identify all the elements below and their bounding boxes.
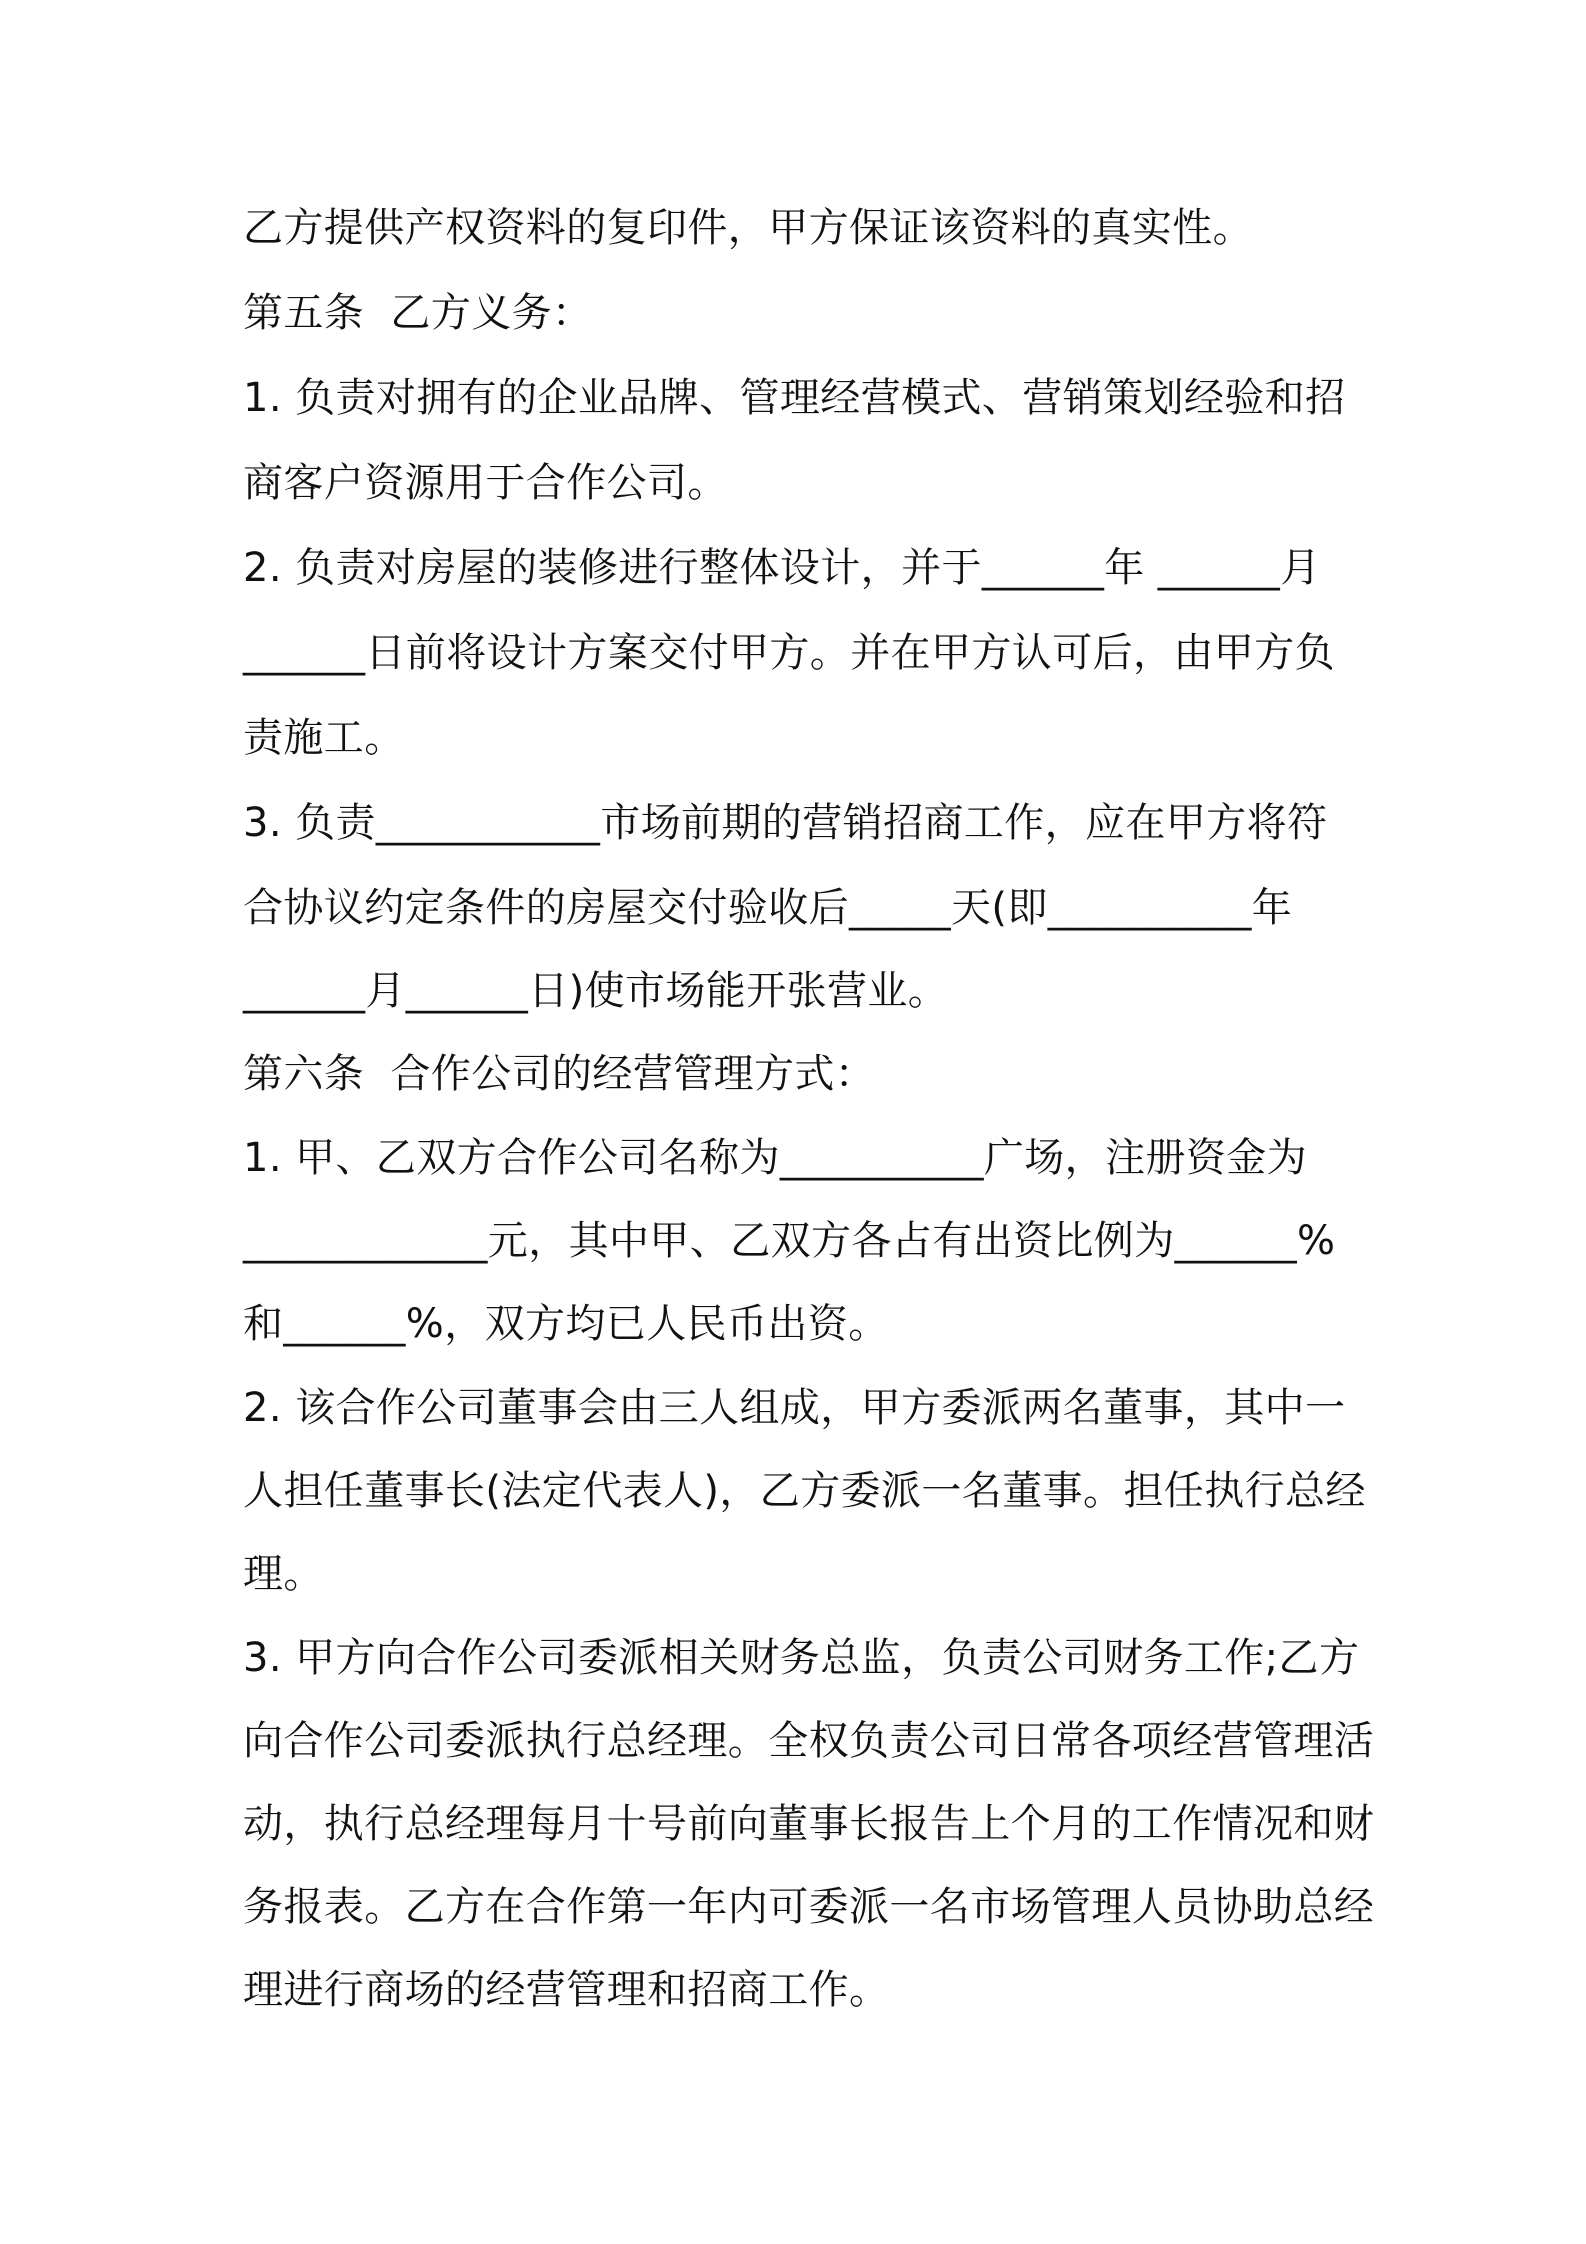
section-heading-article-6: 第六条 合作公司的经营管理方式： [243,1051,876,1097]
text-line: 合协议约定条件的房屋交付验收后_____天(即__________年 [243,885,1293,931]
text-line: 动，执行总经理每月十号前向董事长报告上个月的工作情况和财 [243,1801,1375,1847]
text-line: 3. 甲方向合作公司委派相关财务总监，负责公司财务工作;乙方 [243,1635,1360,1681]
text-line: 务报表。乙方在合作第一年内可委派一名市场管理人员协助总经 [243,1884,1375,1930]
text-line: 2. 负责对房屋的装修进行整体设计，并于______年 ______月 [243,545,1321,591]
text-line: 理。 [243,1551,324,1597]
text-line: 和______%，双方均已人民币出资。 [243,1301,889,1347]
text-line: 向合作公司委派执行总经理。全权负责公司日常各项经营管理活 [243,1718,1375,1764]
text-line: 1. 负责对拥有的企业品牌、管理经营模式、营销策划经验和招 [243,375,1346,421]
text-line: 商客户资源用于合作公司。 [243,460,728,506]
text-line: ______日前将设计方案交付甲方。并在甲方认可后，由甲方负 [243,630,1335,676]
text-line: 人担任董事长(法定代表人)，乙方委派一名董事。担任执行总经 [243,1468,1366,1514]
text-line: 2. 该合作公司董事会由三人组成，甲方委派两名董事，其中一 [243,1385,1346,1431]
text-line: 理进行商场的经营管理和招商工作。 [243,1967,890,2013]
text-line: 责施工。 [243,715,405,761]
text-line: 1. 甲、乙双方合作公司名称为__________广场，注册资金为 [243,1135,1308,1181]
text-line: 3. 负责___________市场前期的营销招商工作，应在甲方将符 [243,800,1328,846]
text-line: ____________元，其中甲、乙双方各占有出资比例为______% [243,1218,1336,1264]
text-line: 乙方提供产权资料的复印件，甲方保证该资料的真实性。 [243,205,1253,251]
section-heading-article-5: 第五条 乙方义务： [243,290,593,336]
text-line: ______月______日)使市场能开张营业。 [243,968,949,1014]
